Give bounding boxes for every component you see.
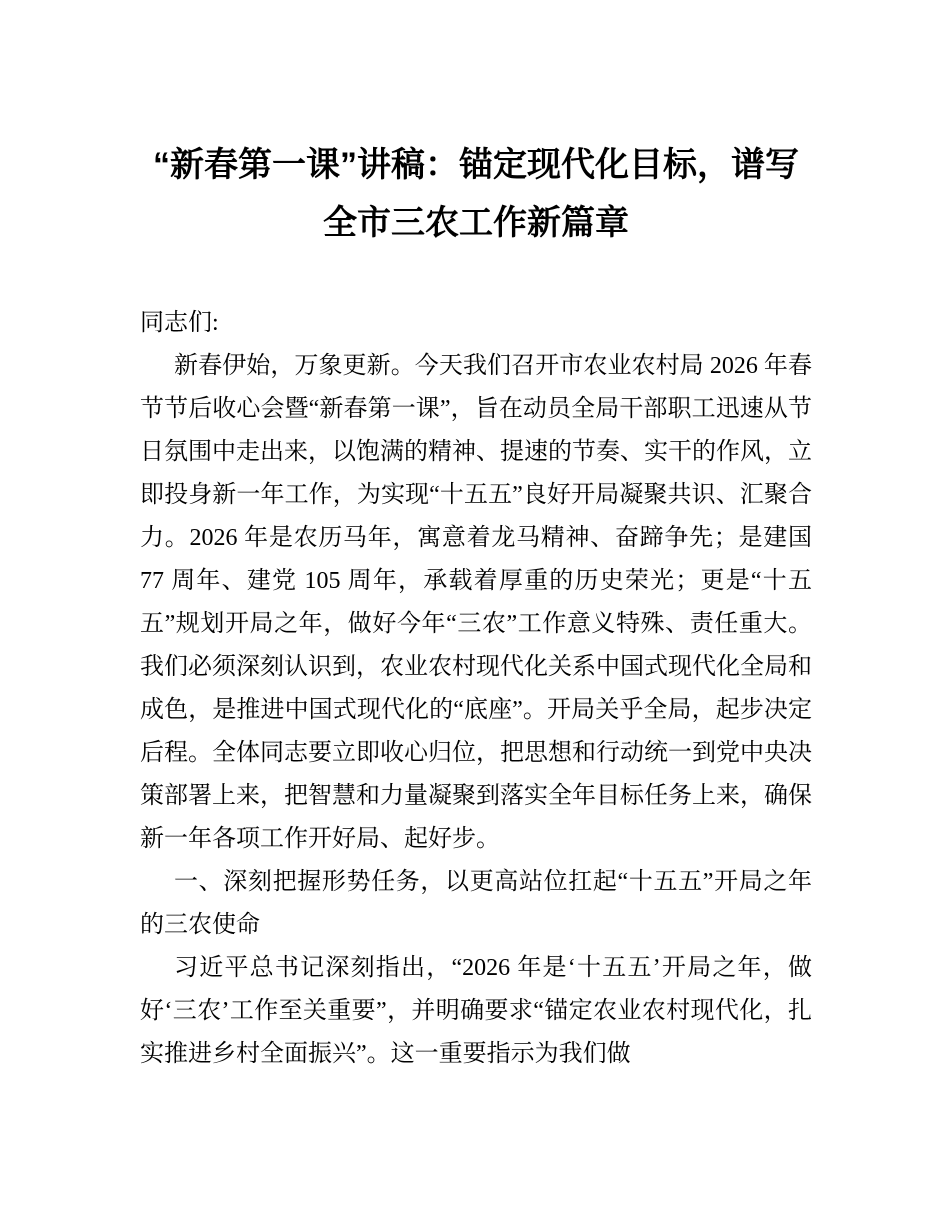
section-heading-1: 一、深刻把握形势任务，以更高站位扛起“十五五”开局之年的三农使命 bbox=[140, 869, 812, 938]
document-title bbox=[140, 136, 812, 252]
paragraph-opening: 新春伊始，万象更新。今天我们召开市农业农村局 2026 年春节节后收心会暨“新春第一课”，旨在动员全局干部职工迅速从节日氛围中走出来，以饱满的精神、提速的节奏、实干的作风，立即投身新一年工作，为实现“十五五”良好开局凝聚共识、汇聚合力。2026 年是农历马年，寓意着龙马精神、奋蹄争先；是建国 77 周年、建党 105 周年，承载着厚重的历史荣光；更是“十五五”规划开局之年，做好今年“三农”工作意义特殊、责任重大。我们必须深刻认识到，农业农村现代化关系中国式现代化全局和成色，是推进中国式现代化的“底座”。开局关乎全局，起步决定后程。全体同志要立即收心归位，把思想和行动统一到党中央决策部署上来，把智慧和力量凝聚到落实全年目标任务上来，确保新一年各项工作开好局、起好步。 bbox=[140, 353, 812, 852]
title-line-2: 全市三农工作新篇章 bbox=[323, 204, 629, 242]
salutation: 同志们: bbox=[140, 310, 219, 336]
title-line-1: “新春第一课”讲稿：锚定现代化目标，谱写 bbox=[153, 146, 799, 184]
paragraph-section-1: 习近平总书记深刻指出，“2026 年是‘十五五’开局之年，做好‘三农’工作至关重要”，并明确要求“锚定农业农村现代化，扎实推进乡村全面振兴”。这一重要指示为我们做 bbox=[140, 955, 812, 1067]
